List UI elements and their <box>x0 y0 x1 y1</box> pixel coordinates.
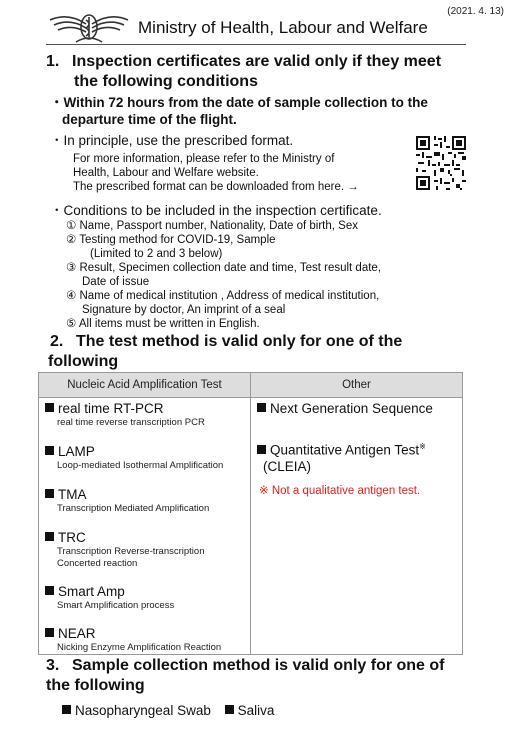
section3-title-line1: Sample collection method is valid only for one of <box>72 657 445 674</box>
section2-title <box>50 332 402 372</box>
header-divider <box>46 44 466 45</box>
bullet-square-icon <box>225 705 234 714</box>
document-date: (2021. 4. 13) <box>447 6 504 17</box>
method-name: Quantitative Antigen Test <box>270 442 420 458</box>
method-name: LAMP <box>58 444 95 459</box>
more-info-line2: Health, Labour and Welfare website. <box>73 167 259 179</box>
bullet-square-icon <box>45 489 54 498</box>
list-item <box>251 417 462 475</box>
section3-title-line2: the following <box>46 677 145 694</box>
method-name: Next Generation Sequence <box>270 401 433 416</box>
prescribed-format-bullet: ・In principle, use the prescribed format. <box>50 133 294 148</box>
section3-title <box>46 656 445 696</box>
method-description: Smart Amplification process <box>57 600 175 611</box>
method-description: Transcription Mediated Amplification <box>57 503 210 514</box>
condition-72-hours-line2: departure time of the flight. <box>62 112 237 127</box>
method-name: TMA <box>58 487 87 502</box>
list-item <box>39 515 250 570</box>
method-description: Nicking Enzyme Amplification Reaction <box>57 642 222 653</box>
list-item <box>39 398 250 429</box>
bullet-square-icon <box>62 705 71 714</box>
section3-number: 3. <box>46 657 60 674</box>
list-item <box>39 429 250 472</box>
list-item: Date of issue <box>82 276 150 288</box>
list-item <box>39 570 250 612</box>
bullet-square-icon <box>45 586 54 595</box>
method-description: (CLEIA) <box>263 458 312 474</box>
nucleic-acid-header: Nucleic Acid Amplification Test <box>39 373 251 398</box>
more-info-text <box>73 152 359 194</box>
method-description: Loop-mediated Isothermal Amplification <box>57 460 224 471</box>
other-cell <box>251 398 463 655</box>
sample-methods <box>62 702 274 719</box>
ministry-logo-icon <box>46 10 132 46</box>
antigen-note: ※ Not a qualitative antigen test. <box>259 484 421 497</box>
bullet-square-icon <box>257 445 266 454</box>
method-description: Transcription Reverse-transcription <box>57 546 205 557</box>
list-item: ③ Result, Specimen collection date and time, Test result date, <box>66 262 382 274</box>
method-name: NEAR <box>58 626 96 641</box>
section2-title-line2: following <box>48 353 119 370</box>
ministry-name: Ministry of Health, Labour and Welfare <box>138 18 428 37</box>
bullet-square-icon <box>45 446 54 455</box>
test-method-table <box>38 372 463 655</box>
condition-72-hours <box>50 94 428 128</box>
bullet-square-icon <box>45 403 54 412</box>
list-item: (Limited to 2 and 3 below) <box>90 248 223 260</box>
section1-number: 1. <box>46 53 60 70</box>
list-item <box>39 612 250 654</box>
sample-method: Nasopharyngeal Swab <box>75 703 211 718</box>
section1-title <box>46 52 441 92</box>
section1-title-line1: Inspection certificates are valid only if they meet <box>72 53 442 70</box>
other-header: Other <box>251 373 463 398</box>
bullet-square-icon <box>45 628 54 637</box>
footnote-mark: ※ <box>419 442 426 451</box>
list-item <box>251 398 462 417</box>
sample-method: Saliva <box>237 703 275 718</box>
method-name: real time RT-PCR <box>58 401 164 416</box>
method-description-line2: Concerted reaction <box>57 558 138 569</box>
method-description: real time reverse transcription PCR <box>57 417 205 428</box>
condition-72-hours-line1: ・Within 72 hours from the date of sample collection to the <box>50 95 428 110</box>
list-item: ④ Name of medical institution , Address of medical institution, <box>66 290 380 302</box>
list-item: ① Name, Passport number, Nationality, Date of birth, Sex <box>66 220 358 232</box>
method-name: Smart Amp <box>58 584 125 599</box>
method-name: TRC <box>58 530 86 545</box>
list-item: ② Testing method for COVID-19, Sample <box>66 234 276 246</box>
list-item: Signature by doctor, An imprint of a seal <box>82 304 286 316</box>
qr-code-icon[interactable] <box>416 136 466 190</box>
section2-title-line1: The test method is valid only for one of the <box>76 333 403 350</box>
certificate-conditions-bullet: ・Conditions to be included in the inspection certificate. <box>50 203 382 218</box>
section1-title-line2: the following conditions <box>74 73 258 90</box>
list-item <box>39 472 250 515</box>
section2-number: 2. <box>50 333 64 350</box>
list-item: ⑤ All items must be written in English. <box>66 318 260 330</box>
nucleic-acid-cell <box>39 398 251 655</box>
bullet-square-icon <box>257 403 266 412</box>
bullet-square-icon <box>45 532 54 541</box>
download-link-text[interactable]: The prescribed format can be downloaded from here. → <box>73 181 359 193</box>
more-info-line1: For more information, please refer to the Ministry of <box>73 153 335 165</box>
conditions-list <box>66 219 381 331</box>
